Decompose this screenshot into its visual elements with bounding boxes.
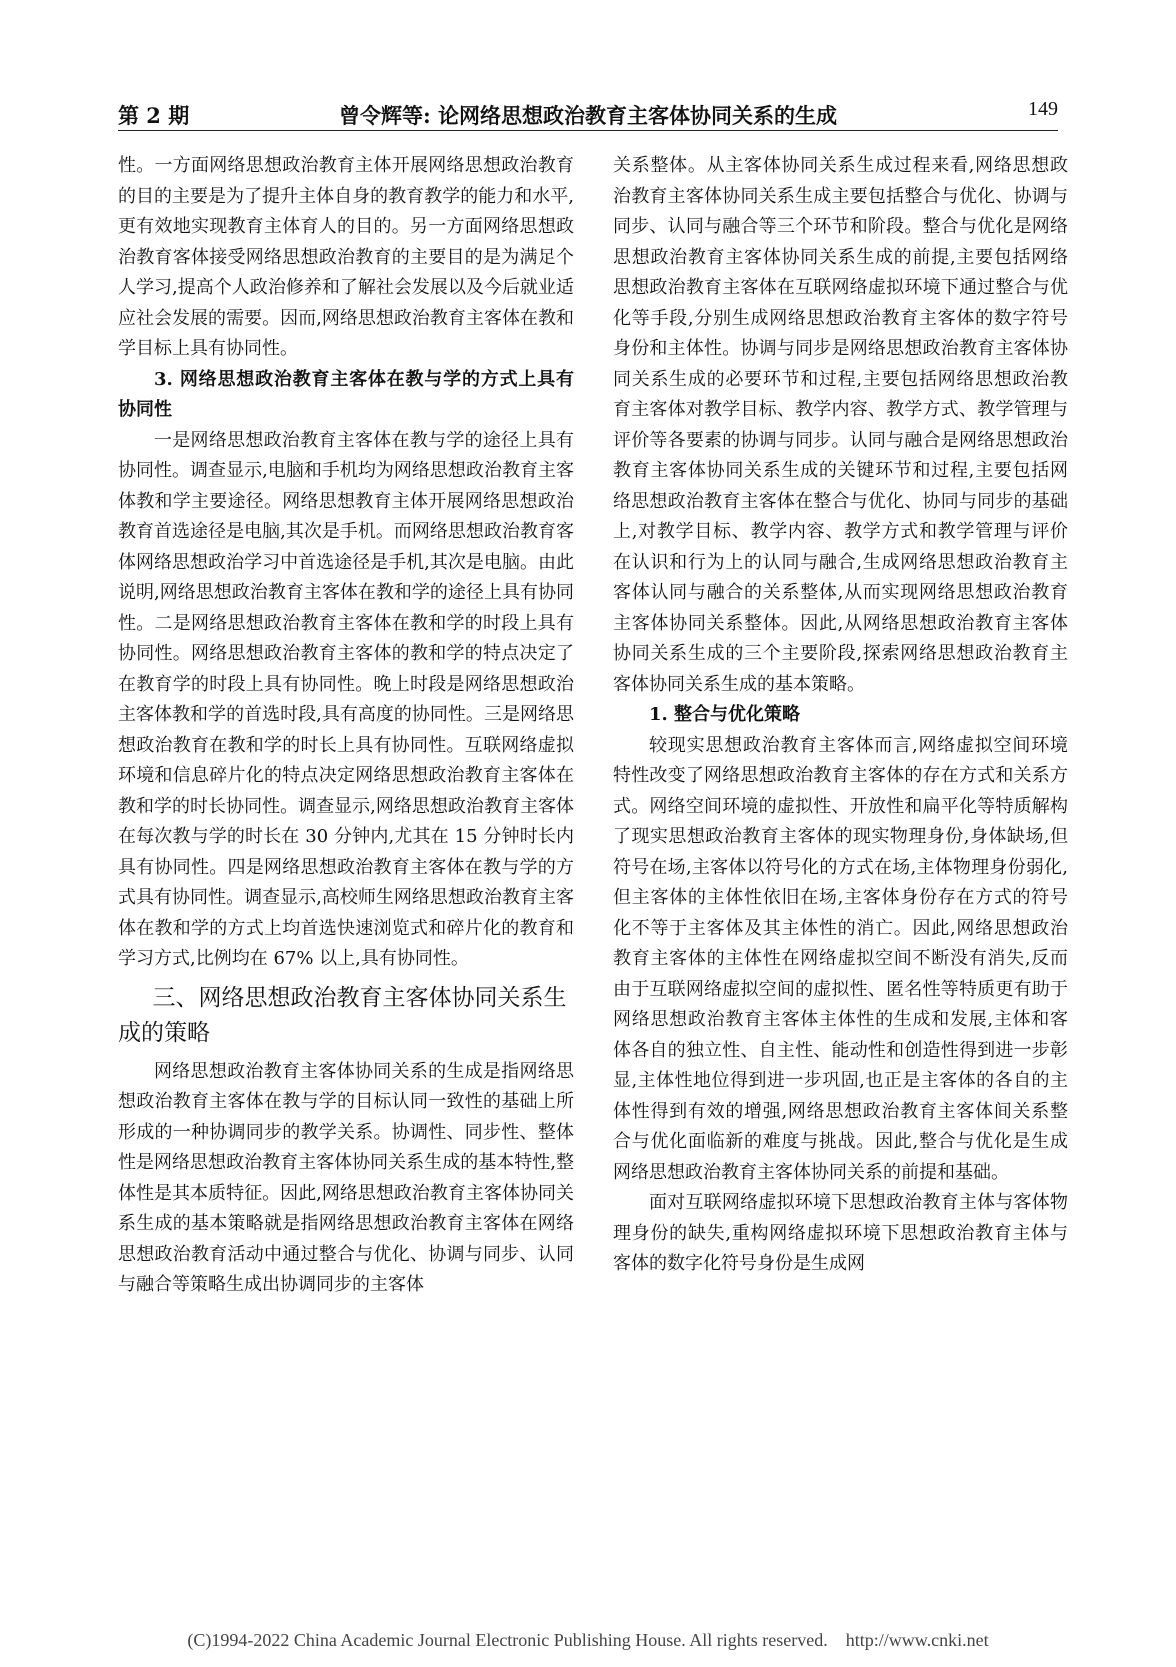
paragraph: 性。一方面网络思想政治教育主体开展网络思想政治教育的目的主要是为了提升主体自身的教育教学的能力和水平,更有效地实现教育主体育人的目的。另一方面网络思想政治教育客体接受网络思想政治教育的主要目的是为满足个人学习,提高个人政治修养和了解社会发展以及今后就业适应社会发展的需要。因而,网络思想政治教育主客体在教和学目标上具有协同性。 xyxy=(118,155,574,359)
running-title: 曾令辉等: 论网络思想政治教育主客体协同关系的生成 xyxy=(338,103,838,128)
paragraph: 一是网络思想政治教育主客体在教与学的途径上具有协同性。调查显示,电脑和手机均为网络思想政治教育主客体教和学主要途径。网络思想教育主体开展网络思想政治教育首选途径是电脑,其次是手机。而网络思想政治教育客体网络思想政治学习中首选途径是手机,其次是电脑。由此说明,网络思想政治教育主客体在教和学的途径上具有协同性。二是网络思想政治教育主客体在教和学的时段上具有协同性。网络思想政治教育主客体的教和学的特点决定了在教育学的时段上具有协同性。晚上时段是网络思想政治主客体教和学的首选时段,具有高度的协同性。三是网络思想政治教育在教和学的时长上具有协同性。互联网络虚拟环境和信息碎片化的特点决定网络思想政治教育主客体在教和学的时长协同性。调查显示,网络思想政治教育主客体在每次教与学的时长在 30 分钟内,尤其在 15 分钟时长内具有协同性。四是网络思想政治教育主客体在教与学的方式具有协同性。调查显示,高校师生网络思想政治教育主客体在教和学的方式上均首选快速浏览式和碎片化的教育和学习方式,比例均在 67% 以上,具有协同性。 xyxy=(118,429,574,969)
section-title: 三、网络思想政治教育主客体协同关系生成的策略 xyxy=(118,984,567,1046)
left-column xyxy=(118,151,574,1301)
subsection-heading: 1. 整合与优化策略 xyxy=(649,704,801,725)
paragraph: 较现实思想政治教育主客体而言,网络虚拟空间环境特性改变了网络思想政治教育主客体的存在方式和关系方式。网络空间环境的虚拟性、开放性和扁平化等特质解构了现实思想政治教育主客体的现实物理身份,身体缺场,但符号在场,主客体以符号化的方式在场,主体物理身份弱化,但主客体的主体性依旧在场,主客体身份存在方式的符号化不等于主客体及其主体性的消亡。因此,网络思想政治教育主客体的主体性在网络虚拟空间不断没有消失,反而由于互联网络虚拟空间的虚拟性、匿名性等特质更有助于网络思想政治教育主客体主体性的生成和发展,主体和客体各自的独立性、自主性、能动性和创造性得到进一步彰显,主体性地位得到进一步巩固,也正是主客体的各自的主体性得到有效的增强,网络思想政治教育主客体间关系整合与优化面临新的难度与挑战。因此,整合与优化是生成网络思想政治教育主客体协同关系的前提和基础。 xyxy=(613,734,1068,1183)
paragraph: 网络思想政治教育主客体协同关系的生成是指网络思想政治教育主客体在教与学的目标认同一致性的基础上所形成的一种协调同步的教学关系。协调性、同步性、整体性是网络思想政治教育主客体协同关系生成的基本特性,整体性是其本质特征。因此,网络思想政治教育主客体协同关系生成的基本策略就是指网络思想政治教育主客体在网络思想政治教育活动中通过整合与优化、协调与同步、认同与融合等策略生成出协调同步的主客体 xyxy=(118,1060,574,1295)
right-column xyxy=(613,151,1068,1280)
issue-number: 第 2 期 xyxy=(118,103,190,128)
section-heading: 3. 网络思想政治教育主客体在教与学的方式上具有协同性 xyxy=(118,368,574,420)
paragraph: 关系整体。从主客体协同关系生成过程来看,网络思想政治教育主客体协同关系生成主要包括整合与优化、协调与同步、认同与融合等三个环节和阶段。整合与优化是网络思想政治教育主客体协同关系生成的前提,主要包括网络思想政治教育主客体在互联网络虚拟环境下通过整合与优化等手段,分别生成网络思想政治教育主客体的数字符号身份和主体性。协调与同步是网络思想政治教育主客体协同关系生成的必要环节和过程,主要包括网络思想政治教育主客体对教学目标、教学内容、教学方式、教学管理与评价等各要素的协调与同步。认同与融合是网络思想政治教育主客体协同关系生成的关键环节和过程,主要包括网络思想政治教育主客体在整合与优化、协同与同步的基础上,对教学目标、教学内容、教学方式和教学管理与评价在认识和行为上的认同与融合,生成网络思想政治教育主客体认同与融合的关系整体,从而实现网络思想政治教育主客体协同关系整体。因此,从网络思想政治教育主客体协同关系生成的三个主要阶段,探索网络思想政治教育主客体协同关系生成的基本策略。 xyxy=(613,155,1068,695)
copyright-footer xyxy=(0,1630,1176,1651)
page-number: 149 xyxy=(1028,98,1058,120)
page-header xyxy=(118,92,1058,131)
cnki-link[interactable]: http://www.cnki.net xyxy=(845,1630,989,1650)
copyright-text: (C)1994-2022 China Academic Journal Electronic Publishing House. All rights reserved. xyxy=(187,1630,828,1650)
paragraph: 面对互联网络虚拟环境下思想政治教育主体与客体物理身份的缺失,重构网络虚拟环境下思想政治教育主体与客体的数字化符号身份是生成网 xyxy=(613,1192,1068,1274)
